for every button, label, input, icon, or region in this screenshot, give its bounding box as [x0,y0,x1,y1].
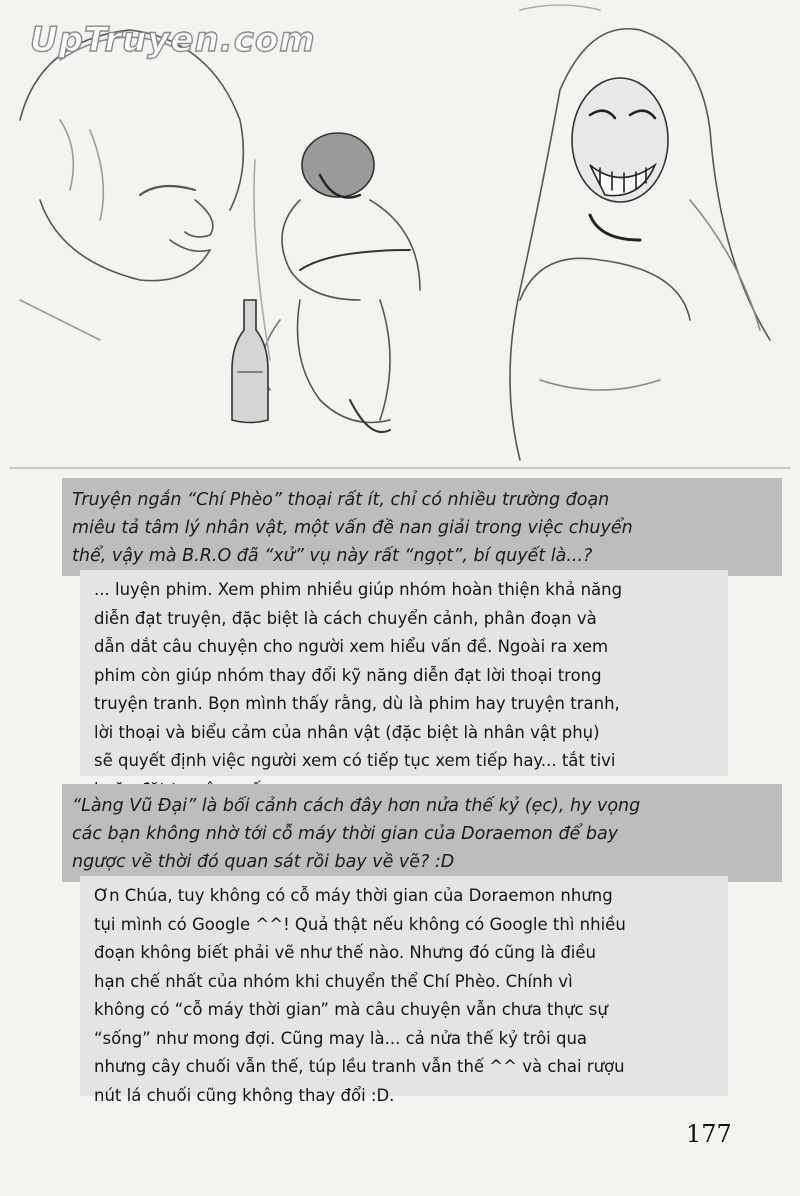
answer-line: tụi mình có Google ^^! Quả thật nếu không có Google thì nhiều [94,914,626,934]
answer-line: sẽ quyết định việc người xem có tiếp tục xem tiếp hay... tắt tivi [94,751,616,770]
sketch-illustration [0,0,800,470]
masked-figure-sketch [510,5,770,460]
question-line: miêu tả tâm lý nhân vật, một vấn đề nan giải trong việc chuyển [72,518,633,538]
answer-line: “sống” như mong đợi. Cũng may là... cả nửa thế kỷ trôi qua [94,1028,588,1048]
site-watermark: UpTruyen.com [30,20,316,60]
question-line: thể, vậy mà B.R.O đã “xử” vụ này rất “ngọt”, bí quyết là...? [72,546,593,566]
bottle-sketch [232,300,268,423]
question-box-2 [62,784,782,882]
answer-line: phim còn giúp nhóm thay đổi kỹ năng diễn đạt lời thoại trong [94,665,602,685]
question-line: các bạn không nhờ tới cỗ máy thời gian của Doraemon để bay [72,824,619,844]
question-line: “Làng Vũ Đại” là bối cảnh cách đây hơn nửa thế kỷ (ẹc), hy vọng [72,796,641,816]
answer-line: diễn đạt truyện, đặc biệt là cách chuyển cảnh, phân đoạn và [94,608,597,628]
question-line: ngược về thời đó quan sát rồi bay về vẽ? :D [72,852,455,872]
question-box-1 [62,478,782,576]
answer-line: truyện tranh. Bọn mình thấy rằng, dù là phim hay truyện tranh, [94,694,620,713]
answer-line: nhưng cây chuối vẫn thế, túp lều tranh vẫn thế ^^ và chai rượu [94,1057,625,1076]
answer-line: lời thoại và biểu cảm của nhân vật (đặc biệt là nhân vật phụ) [94,722,600,742]
answer-line: dẫn dắt câu chuyện cho người xem hiểu vấn đề. Ngoài ra xem [94,637,609,656]
answer-box-1 [80,570,728,776]
answer-line: Ơn Chúa, tuy không có cỗ máy thời gian của Doraemon nhưng [94,886,613,905]
answer-line: nút lá chuối cũng không thay đổi :D. [94,1085,395,1105]
question-line: Truyện ngắn “Chí Phèo” thoại rất ít, chỉ có nhiều trường đoạn [72,490,610,510]
answer-line: ... luyện phim. Xem phim nhiều giúp nhóm hoàn thiện khả năng [94,580,623,599]
crouching-man-sketch [254,133,420,432]
answer-box-2 [80,876,728,1105]
answer-line: không có “cỗ máy thời gian” mà câu chuyện vẫn chưa thực sự [94,1000,608,1019]
answer-line: hạn chế nhất của nhóm khi chuyển thể Chí Phèo. Chính vì [94,971,573,991]
page-number: 177 [686,1120,732,1148]
answer-line: đoạn không biết phải vẽ như thế nào. Nhưng đó cũng là điều [94,943,596,962]
old-man-sketch [20,30,243,340]
